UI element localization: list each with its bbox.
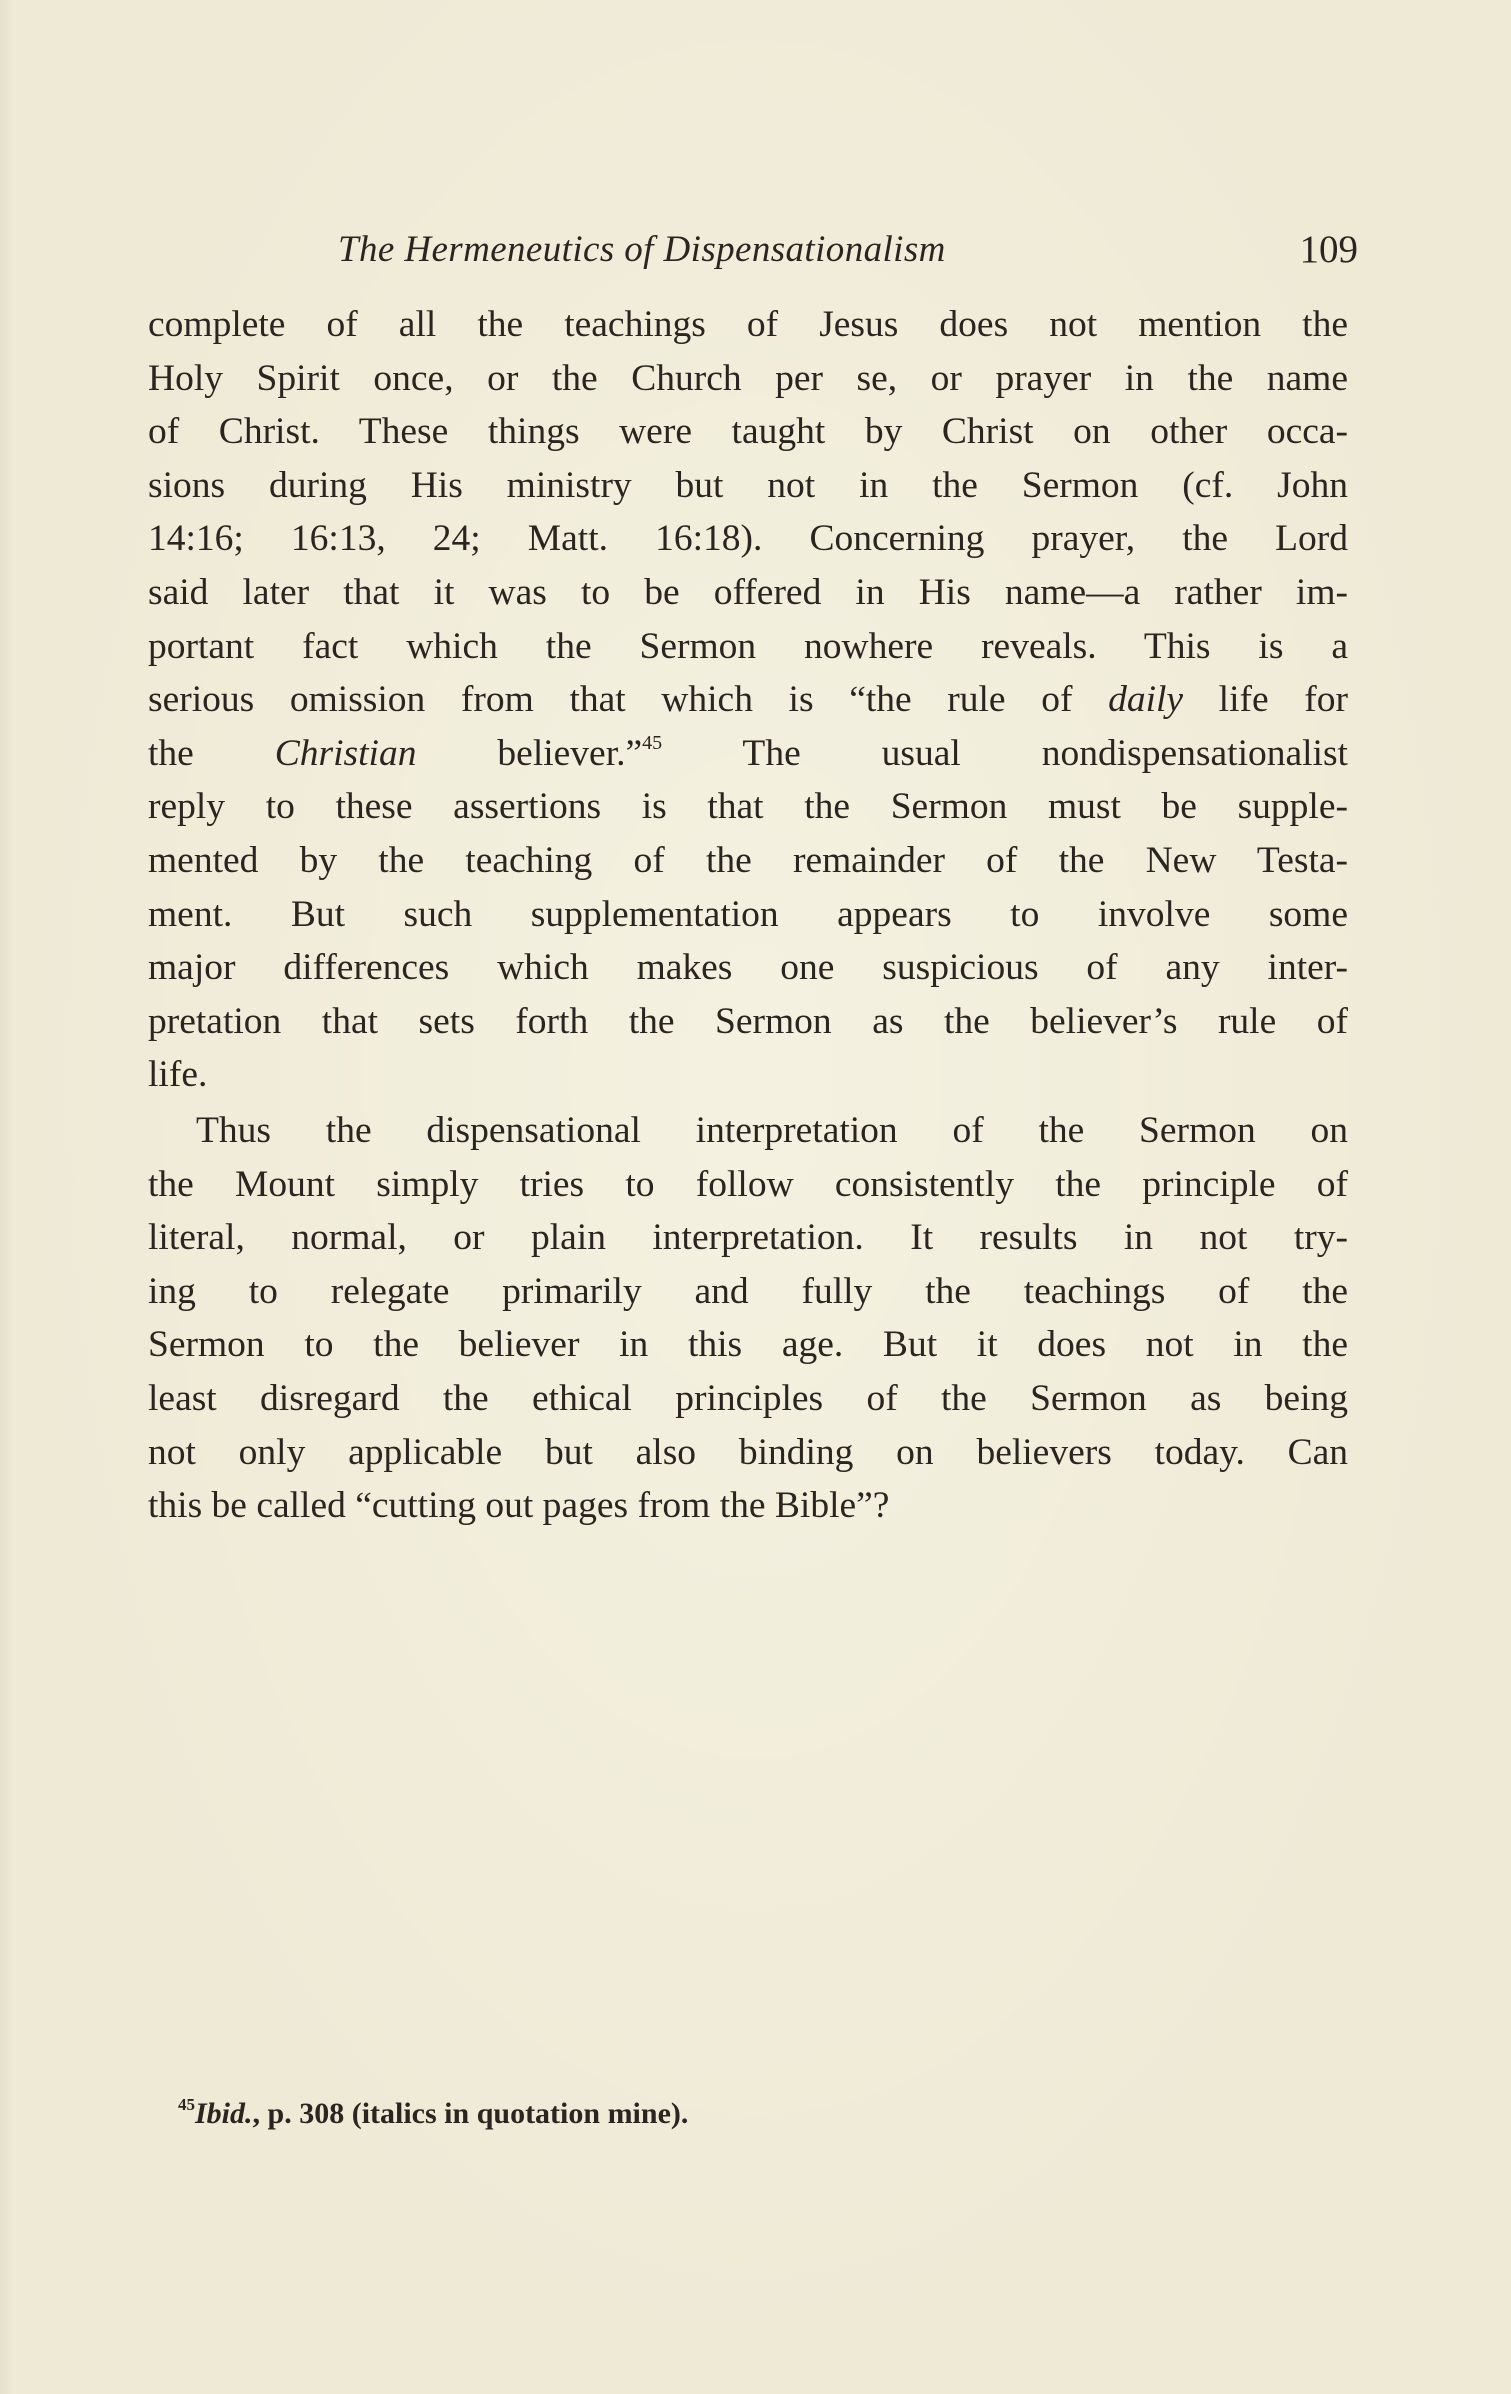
text-line: least disregard the ethical principles of the Sermon as being: [148, 1377, 1348, 1419]
text-line-with-footnote: [148, 727, 1348, 781]
text-line: pretation that sets forth the Sermon as the believer’s rule of: [148, 1000, 1348, 1042]
text-line: Holy Spirit once, or the Church per se, or prayer in the name: [148, 357, 1348, 399]
text-line: ing to relegate primarily and fully the teachings of the: [148, 1270, 1348, 1312]
footnote-marker: 45: [178, 2095, 195, 2114]
text-line: Thus the dispensational interpretation of the Sermon on: [196, 1110, 1348, 1151]
text-segment: the: [148, 732, 275, 774]
text-line: major differences which makes one suspicious of any inter-: [148, 947, 1348, 989]
text-segment: The usual nondispensationalist: [662, 732, 1348, 774]
text-line: complete of all the teachings of Jesus does not mention the: [148, 304, 1348, 345]
text-line: the Mount simply tries to follow consistently the principle of: [148, 1163, 1348, 1205]
text-line: not only applicable but also binding on believers today. Can: [148, 1431, 1348, 1473]
paragraph-1: [148, 298, 1348, 1102]
italic-word: Christian: [274, 732, 417, 774]
text-line: of Christ. These things were taught by Christ on other occa-: [148, 411, 1348, 453]
text-line: sions during His ministry but not in the Sermon (cf. John: [148, 464, 1348, 506]
paragraph-2: [148, 1104, 1348, 1533]
footnote-text: , p. 308 (italics in quotation mine).: [252, 2097, 689, 2130]
text-line: mented by the teaching of the remainder of the New Testa-: [148, 839, 1348, 881]
text-segment: believer.”: [416, 732, 643, 774]
text-segment: life for: [1183, 679, 1348, 721]
page-number: 109: [1299, 228, 1358, 271]
footnote: [178, 2092, 688, 2136]
text-line: ment. But such supplementation appears to involve some: [148, 893, 1348, 935]
text-line: portant fact which the Sermon nowhere reveals. This is a: [148, 625, 1348, 667]
running-header: [148, 222, 1358, 278]
italic-word: daily: [1108, 679, 1184, 721]
text-line: literal, normal, or plain interpretation. It results in not try-: [148, 1217, 1348, 1259]
running-title: The Hermeneutics of Dispensationalism: [338, 229, 946, 270]
text-segment: serious omission from that which is “the rule of: [148, 679, 1109, 721]
text-line: reply to these assertions is that the Sermon must be supple-: [148, 786, 1348, 828]
footnote-reference: 45: [642, 731, 663, 754]
text-line: 14:16; 16:13, 24; Matt. 16:18). Concerning prayer, the Lord: [148, 518, 1348, 560]
text-line: Sermon to the believer in this age. But it does not in the: [148, 1324, 1348, 1366]
text-line: life.: [148, 1054, 208, 1096]
text-line: this be called “cutting out pages from the Bible”?: [148, 1485, 890, 1527]
text-line: said later that it was to be offered in His name—a rather im-: [148, 571, 1348, 613]
text-line-with-italic: [148, 673, 1348, 727]
footnote-ibid: Ibid.: [195, 2097, 253, 2130]
